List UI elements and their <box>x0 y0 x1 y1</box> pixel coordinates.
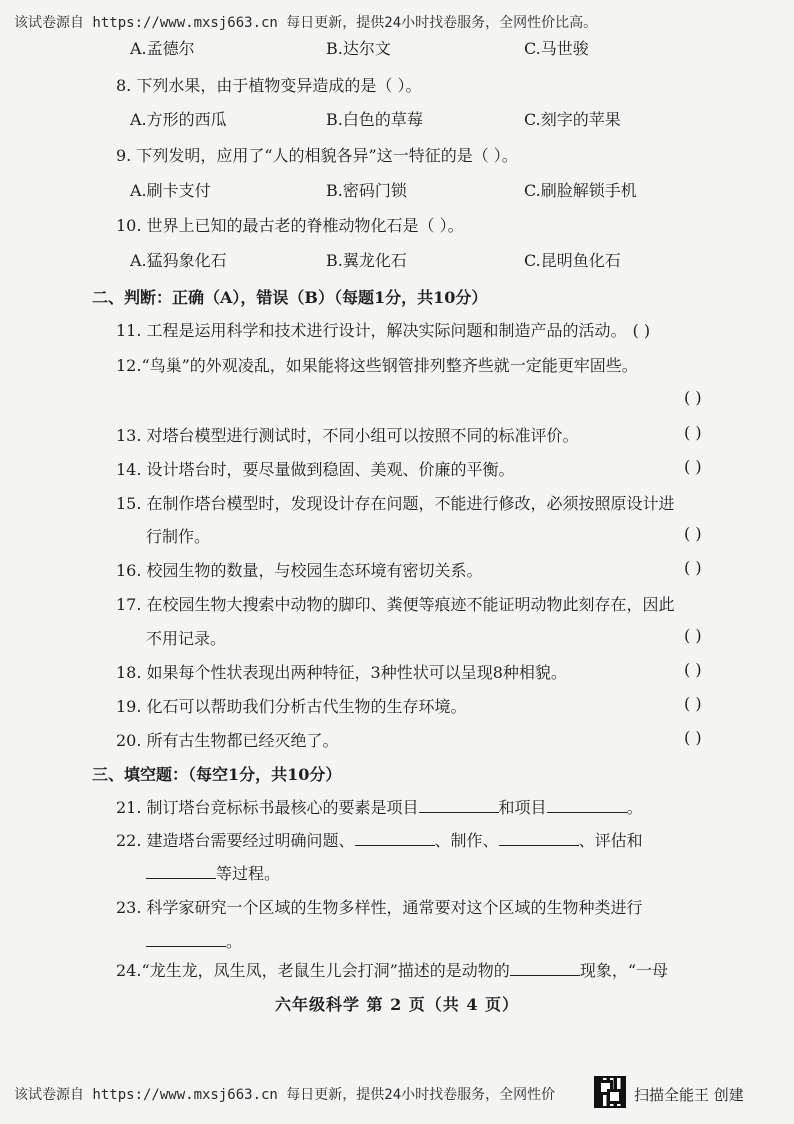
q22-part4: 等过程。 <box>216 864 281 883</box>
q8-text: 8. 下列水果，由于植物变异造成的是（ ）。 <box>116 76 422 95</box>
q19-answer-paren: ( ) <box>684 694 702 713</box>
q22-part2: 、制作、 <box>434 831 499 850</box>
q17-text-line2: 不用记录。 <box>146 629 227 648</box>
q24-part2: 现象，“一母 <box>579 961 668 980</box>
q16-answer-paren: ( ) <box>684 558 702 577</box>
q22-blank-2[interactable] <box>499 831 579 846</box>
q16-text: 16. 校园生物的数量，与校园生态环境有密切关系。 <box>116 561 483 580</box>
q22-part1: 22. 建造塔台需要经过明确问题、 <box>116 831 355 850</box>
q24-text <box>116 958 668 981</box>
q10-option-b: B.翼龙化石 <box>326 251 407 270</box>
q9-option-b: B.密码门锁 <box>326 181 407 200</box>
q23-part2: 。 <box>226 932 243 951</box>
q11-text <box>116 318 650 341</box>
q15-answer-paren: ( ) <box>684 524 702 543</box>
q7-option-c: C.马世骏 <box>524 39 589 58</box>
q8-option-c: C.刻字的苹果 <box>524 110 621 129</box>
header-watermark: 该试卷源自 https://www.mxsj663.cn 每日更新，提供24小时找卷服务，全网性价比高。 <box>14 15 598 31</box>
q8-option-a: A.方形的西瓜 <box>130 110 227 129</box>
q7-option-b: B.达尔文 <box>326 39 391 58</box>
q18-text: 18. 如果每个性状表现出两种特征，3种性状可以呈现8种相貌。 <box>116 663 567 682</box>
qr-code-icon <box>594 1076 626 1108</box>
q9-text: 9. 下列发明，应用了“人的相貌各异”这一特征的是（ ）。 <box>116 146 518 165</box>
q15-text-line2: 行制作。 <box>146 527 211 546</box>
footer-watermark: 该试卷源自 https://www.mxsj663.cn 每日更新，提供24小时找卷服务，全网性价 <box>14 1087 556 1103</box>
q23-text-line1: 23. 科学家研究一个区域的生物多样性，通常要对这个区域的生物种类进行 <box>116 898 643 917</box>
q21-blank-1[interactable] <box>419 798 499 813</box>
section-heading-judge: 二、判断：正确（A），错误（B）（每题1分，共10分） <box>92 288 488 307</box>
q20-answer-paren: ( ) <box>684 728 702 747</box>
q10-option-c: C.昆明鱼化石 <box>524 251 621 270</box>
q19-text: 19. 化石可以帮助我们分析古代生物的生存环境。 <box>116 697 467 716</box>
q13-answer-paren: ( ) <box>684 423 702 442</box>
q11-statement: 11. 工程是运用科学和技术进行设计，解决实际问题和制造产品的活动。 <box>116 321 627 340</box>
q21-text <box>116 795 643 818</box>
q24-part1: 24.“龙生龙，凤生凤，老鼠生儿会打洞”描述的是动物的 <box>116 961 510 980</box>
q7-option-a: A.孟德尔 <box>130 39 195 58</box>
q13-text: 13. 对塔台模型进行测试时，不同小组可以按照不同的标准评价。 <box>116 426 579 445</box>
q21-part1: 21. 制订塔台竞标标书最核心的要素是项目 <box>116 798 419 817</box>
page-number: 六年级科学 第 2 页（共 4 页） <box>274 995 520 1014</box>
q21-part3: 。 <box>626 798 643 817</box>
q22-text-line2 <box>146 861 280 884</box>
q23-blank-1[interactable] <box>146 932 226 947</box>
q14-text: 14. 设计塔台时，要尽量做到稳固、美观、价廉的平衡。 <box>116 460 515 479</box>
q10-text: 10. 世界上已知的最古老的脊椎动物化石是（ ）。 <box>116 216 464 235</box>
q23-text-line2 <box>146 929 242 952</box>
q21-part2: 和项目 <box>498 798 547 817</box>
q15-text-line1: 15. 在制作塔台模型时，发现设计存在问题，不能进行修改，必须按照原设计进 <box>116 494 675 513</box>
q11-answer-paren: ( ) <box>632 321 651 340</box>
q21-blank-2[interactable] <box>547 798 627 813</box>
scanner-label: 扫描全能王 创建 <box>634 1086 744 1104</box>
q22-blank-3[interactable] <box>146 864 216 879</box>
q24-blank-1[interactable] <box>510 961 580 976</box>
q22-text-line1 <box>116 828 643 851</box>
q10-option-a: A.猛犸象化石 <box>130 251 227 270</box>
q9-option-a: A.刷卡支付 <box>130 181 211 200</box>
q22-blank-1[interactable] <box>355 831 435 846</box>
q12-text: 12.“鸟巢”的外观凌乱，如果能将这些钢管排列整齐些就一定能更牢固些。 <box>116 356 638 375</box>
section-heading-fill: 三、填空题：（每空1分，共10分） <box>92 765 342 784</box>
q20-text: 20. 所有古生物都已经灭绝了。 <box>116 731 339 750</box>
q22-part3: 、评估和 <box>578 831 643 850</box>
q9-option-c: C.刷脸解锁手机 <box>524 181 637 200</box>
q8-option-b: B.白色的草莓 <box>326 110 423 129</box>
q17-answer-paren: ( ) <box>684 626 702 645</box>
q12-answer-paren: ( ) <box>684 388 702 407</box>
q14-answer-paren: ( ) <box>684 457 702 476</box>
q17-text-line1: 17. 在校园生物大搜索中动物的脚印、粪便等痕迹不能证明动物此刻存在，因此 <box>116 595 675 614</box>
q18-answer-paren: ( ) <box>684 660 702 679</box>
